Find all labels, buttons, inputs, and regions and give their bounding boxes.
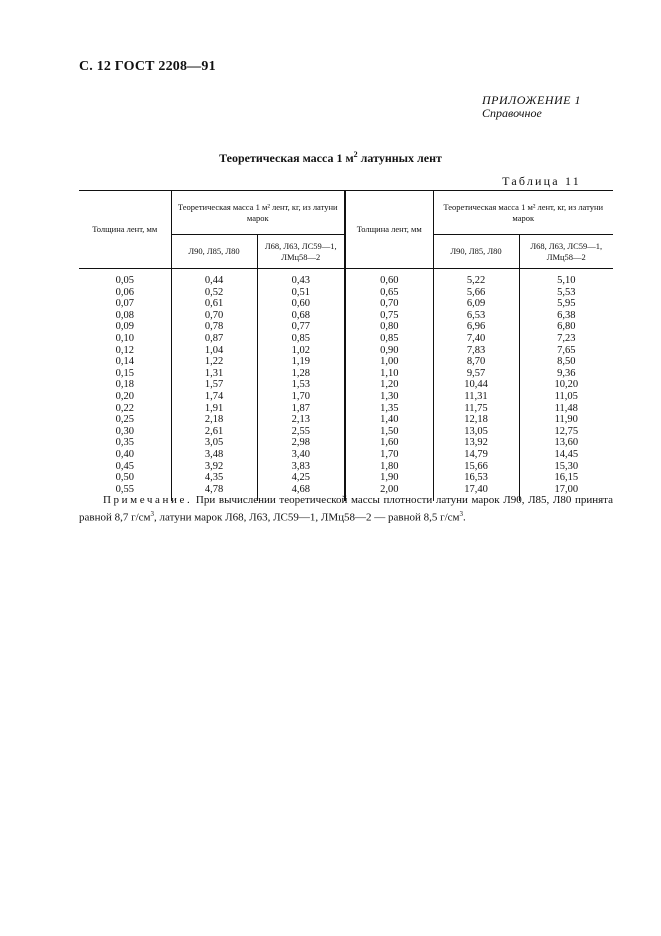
table-cell: 5,22 [433,269,519,287]
table-cell: 0,70 [345,298,433,310]
table-cell: 11,48 [519,403,613,415]
table-cell: 0,30 [115,425,134,437]
note-sup-1: 3 [150,510,155,518]
table-cell: 0,07 [115,298,134,310]
table-row [79,414,613,426]
appendix-subtitle: Справочное [482,106,542,120]
table-cell: 1,90 [345,472,433,484]
table-cell: 10,20 [519,379,613,391]
table-cell: 1,57 [171,379,257,391]
table-cell: 1,35 [345,403,433,415]
table-cell: 0,18 [115,379,134,391]
table-cell: 6,38 [519,310,613,322]
table-row [79,437,613,449]
table-row [79,449,613,461]
note [79,493,613,525]
table-row [79,287,613,299]
table-cell: 1,31 [171,368,257,380]
table-cell: 0,08 [115,309,134,321]
table-cell: 6,96 [433,321,519,333]
title-suffix: латунных лент [357,151,442,165]
table-cell: 0,14 [115,356,134,368]
table-cell: 0,44 [171,269,257,287]
table-cell: 1,74 [171,391,257,403]
table-cell: 1,70 [257,391,345,403]
table-cell: 16,15 [519,472,613,484]
table-cell: 0,87 [171,333,257,345]
table-cell: 14,45 [519,449,613,461]
table-cell: 0,60 [257,298,345,310]
table-cell: 1,10 [345,368,433,380]
title-sup: 2 [353,150,358,159]
table-cell: 1,80 [345,461,433,473]
table-cell: 0,77 [257,321,345,333]
table-row [79,472,613,484]
appendix-block [482,94,581,120]
table-cell: 0,55 [115,483,134,495]
table-cell: 0,90 [345,345,433,357]
table-body [79,269,613,502]
table-cell: 17,40 [433,484,519,502]
appendix-title: ПРИЛОЖЕНИЕ 1 [482,93,581,107]
table-cell: 11,90 [519,414,613,426]
header-thickness-left: Толщина лент, мм [79,191,171,269]
table-cell: 1,30 [345,391,433,403]
table-cell: 1,00 [345,356,433,368]
table-cell: 0,75 [345,310,433,322]
header-grade-b-right: Л68, Л63, ЛС59—1, ЛМц58—2 [519,235,613,269]
header-grade-a-left: Л90, Л85, Л80 [171,235,257,269]
header-mass-group-left: Теоретическая масса 1 м² лент, кг, из латуни марок [171,191,345,235]
table-cell: 13,05 [433,426,519,438]
table-row [79,333,613,345]
table-row [79,391,613,403]
table-cell: 2,55 [257,426,345,438]
table-cell: 0,60 [345,269,433,287]
table-row [79,298,613,310]
table-cell: 0,78 [171,321,257,333]
table-cell: 2,13 [257,414,345,426]
table-cell: 2,00 [345,484,433,502]
table-cell: 12,18 [433,414,519,426]
table-cell: 8,70 [433,356,519,368]
table-cell: 11,31 [433,391,519,403]
table-row [79,403,613,415]
table-cell: 5,66 [433,287,519,299]
table-cell: 5,95 [519,298,613,310]
table-cell: 0,10 [115,332,134,344]
table-cell: 1,28 [257,368,345,380]
table-row [79,426,613,438]
table-row [79,345,613,357]
header-mass-group-right: Теоретическая масса 1 м² лент, кг, из латуни марок [433,191,613,235]
document-title [0,150,661,166]
table-row [79,368,613,380]
table-cell: 8,50 [519,356,613,368]
table-cell: 15,66 [433,461,519,473]
table-cell: 4,35 [171,472,257,484]
table-cell: 0,70 [171,310,257,322]
table-cell: 1,70 [345,449,433,461]
table-cell: 3,83 [257,461,345,473]
table-cell: 0,51 [257,287,345,299]
table-cell: 11,75 [433,403,519,415]
table-cell: 1,53 [257,379,345,391]
table-cell: 2,98 [257,437,345,449]
table-cell: 0,22 [115,402,134,414]
table-cell: 1,02 [257,345,345,357]
note-text-3: . [463,511,466,524]
mass-table [79,190,613,501]
table-cell: 0,09 [115,321,134,333]
table-cell: 0,40 [115,448,134,460]
table-cell: 16,53 [433,472,519,484]
table-cell: 6,53 [433,310,519,322]
table-cell: 0,52 [171,287,257,299]
table-cell: 10,44 [433,379,519,391]
header-thickness-right: Толщина лент, мм [345,191,433,269]
table-cell: 7,65 [519,345,613,357]
table-cell: 7,83 [433,345,519,357]
table-row [79,379,613,391]
table-cell: 7,23 [519,333,613,345]
table-cell: 0,65 [345,287,433,299]
table-cell: 3,92 [171,461,257,473]
table-cell: 0,43 [257,269,345,287]
table-number: Таблица 11 [502,174,581,188]
table-cell: 6,80 [519,321,613,333]
table-cell: 2,18 [171,414,257,426]
table-cell: 4,25 [257,472,345,484]
table-cell: 9,57 [433,368,519,380]
table-cell: 0,85 [345,333,433,345]
table-cell: 0,05 [115,275,134,286]
table-cell: 1,50 [345,426,433,438]
table-cell: 13,92 [433,437,519,449]
table-cell: 5,10 [519,269,613,287]
table-cell: 5,53 [519,287,613,299]
table-cell: 0,45 [115,460,134,472]
table-cell: 1,91 [171,403,257,415]
table-cell: 1,60 [345,437,433,449]
header-grade-b-left: Л68, Л63, ЛС59—1, ЛМц58—2 [257,235,345,269]
note-text-1: При вычислении теоретической массы плотности латуни марок Л90, Л85, Л80 принята равной 8,7 г/см [79,494,613,524]
title-text: Теоретическая масса 1 м [219,151,354,165]
table-cell: 3,40 [257,449,345,461]
table-cell: 0,61 [171,298,257,310]
table-cell: 13,60 [519,437,613,449]
table-row [79,310,613,322]
table-cell: 0,85 [257,333,345,345]
table-cell: 4,68 [257,484,345,502]
table-row [79,321,613,333]
table-cell: 4,78 [171,484,257,502]
table-cell: 1,19 [257,356,345,368]
table-cell: 1,20 [345,379,433,391]
table-row [79,356,613,368]
table-cell: 0,06 [115,286,134,298]
table-cell: 14,79 [433,449,519,461]
page-header: С. 12 ГОСТ 2208—91 [79,59,216,74]
table-cell: 9,36 [519,368,613,380]
table-cell: 0,68 [257,310,345,322]
table-cell: 0,50 [115,472,134,484]
table-cell: 6,09 [433,298,519,310]
table-cell: 0,20 [115,390,134,402]
table-row [79,269,613,287]
table-cell: 1,40 [345,414,433,426]
table-cell: 1,04 [171,345,257,357]
table-cell: 0,15 [115,367,134,379]
note-sup-2: 3 [459,510,464,518]
table-cell: 3,05 [171,437,257,449]
table-cell: 0,80 [345,321,433,333]
note-text-2: , латуни марок Л68, Л63, ЛС59—1, ЛМц58—2 — равной 8,5 г/см [154,511,460,524]
table-cell: 17,00 [519,484,613,502]
note-label: Примечание. [103,494,193,506]
table-row [79,461,613,473]
table-cell: 12,75 [519,426,613,438]
header-grade-a-right: Л90, Л85, Л80 [433,235,519,269]
table-cell: 11,05 [519,391,613,403]
table-cell: 0,25 [115,414,134,426]
table-cell: 0,12 [115,344,134,356]
table-cell: 1,87 [257,403,345,415]
table-cell: 7,40 [433,333,519,345]
table-cell: 1,22 [171,356,257,368]
table-cell: 2,61 [171,426,257,438]
table-cell: 0,35 [115,437,134,449]
table-cell: 15,30 [519,461,613,473]
table-cell: 3,48 [171,449,257,461]
